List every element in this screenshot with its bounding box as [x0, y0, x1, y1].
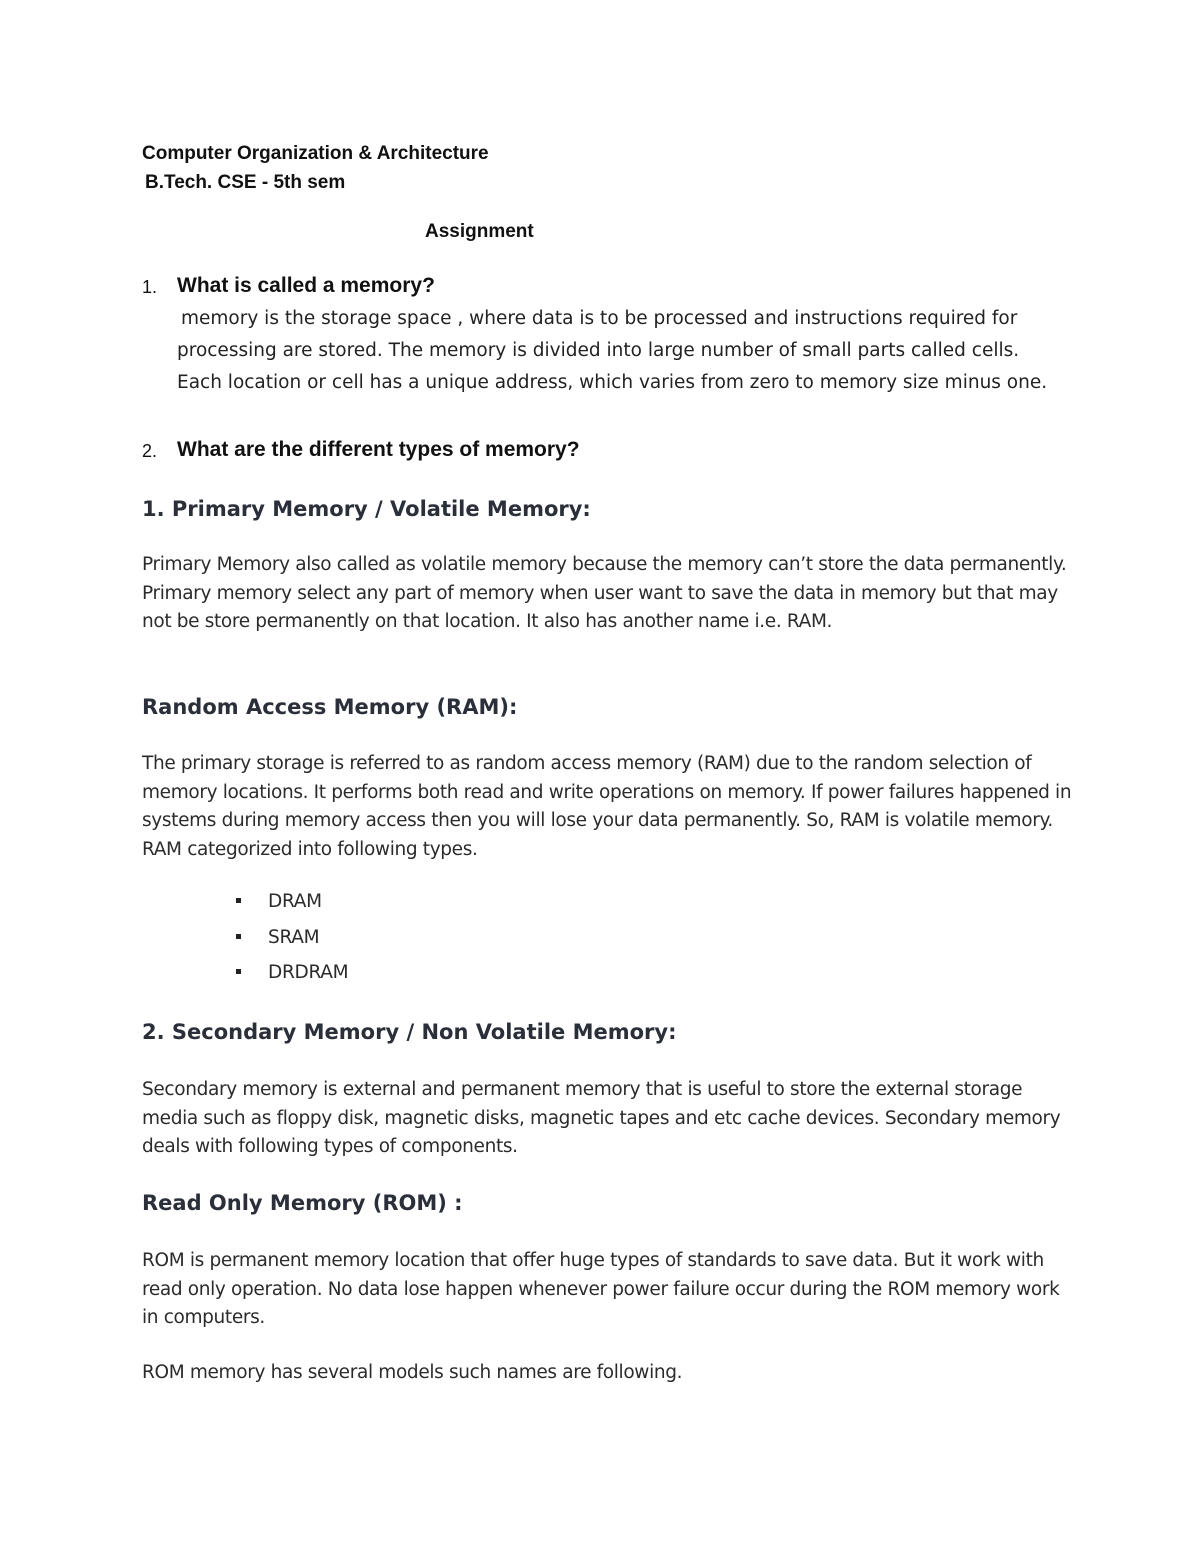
ram-type-label: DRDRAM — [268, 962, 349, 983]
bullet-icon — [236, 969, 241, 974]
secondary-memory-heading: 2. Secondary Memory / Non Volatile Memory: — [142, 1020, 677, 1044]
secondary-memory-paragraph: Secondary memory is external and permanent memory that is useful to store the external storage media such as floppy disk, magnetic disks, magnetic tapes and etc cache devices. Secondary memory deals with following types of components. — [142, 1079, 1061, 1157]
question-1-answer: memory is the storage space , where data is to be processed and instructions required for processing are stored. The memory is divided into large number of small parts called cells. Each location or cell has a unique address, which varies from zero to memory size minus one. — [177, 308, 1048, 393]
ram-paragraph: The primary storage is referred to as random access memory (RAM) due to the random selection of memory locations. It performs both read and write operations on memory. If power failures happened in systems during memory access then you will lose your data permanently. So, RAM is volatile memory. RAM categorized into following types. — [142, 753, 1072, 860]
question-2-text: What are the different types of memory? — [177, 438, 580, 461]
ram-type-item — [236, 927, 319, 948]
ram-type-label: SRAM — [268, 927, 320, 948]
primary-memory-paragraph: Primary Memory also called as volatile memory because the memory can’t store the data permanently. Primary memory select any part of memory when user want to save the data in memory but that may not be store permanently on that location. It also has another name i.e. RAM. — [142, 554, 1067, 632]
primary-memory-heading: 1. Primary Memory / Volatile Memory: — [142, 497, 591, 521]
rom-heading: Read Only Memory (ROM) : — [142, 1191, 463, 1215]
assignment-title: Assignment — [425, 221, 534, 242]
bullet-icon — [236, 898, 241, 903]
ram-heading: Random Access Memory (RAM): — [142, 695, 518, 719]
question-1-text: What is called a memory? — [177, 274, 435, 297]
question-2-number: 2. — [142, 441, 158, 461]
ram-type-item — [236, 891, 322, 912]
question-1-number: 1. — [142, 277, 158, 297]
program-subtitle: B.Tech. CSE - 5th sem — [145, 172, 346, 193]
course-title: Computer Organization & Architecture — [142, 143, 489, 164]
rom-paragraph: ROM is permanent memory location that offer huge types of standards to save data. But it work with read only operation. No data lose happen whenever power failure occur during the ROM memory work in computers. — [142, 1250, 1060, 1328]
ram-type-item — [236, 962, 348, 983]
ram-type-label: DRAM — [268, 891, 322, 912]
rom-models-paragraph: ROM memory has several models such names are following. — [142, 1362, 683, 1383]
bullet-icon — [236, 934, 241, 939]
